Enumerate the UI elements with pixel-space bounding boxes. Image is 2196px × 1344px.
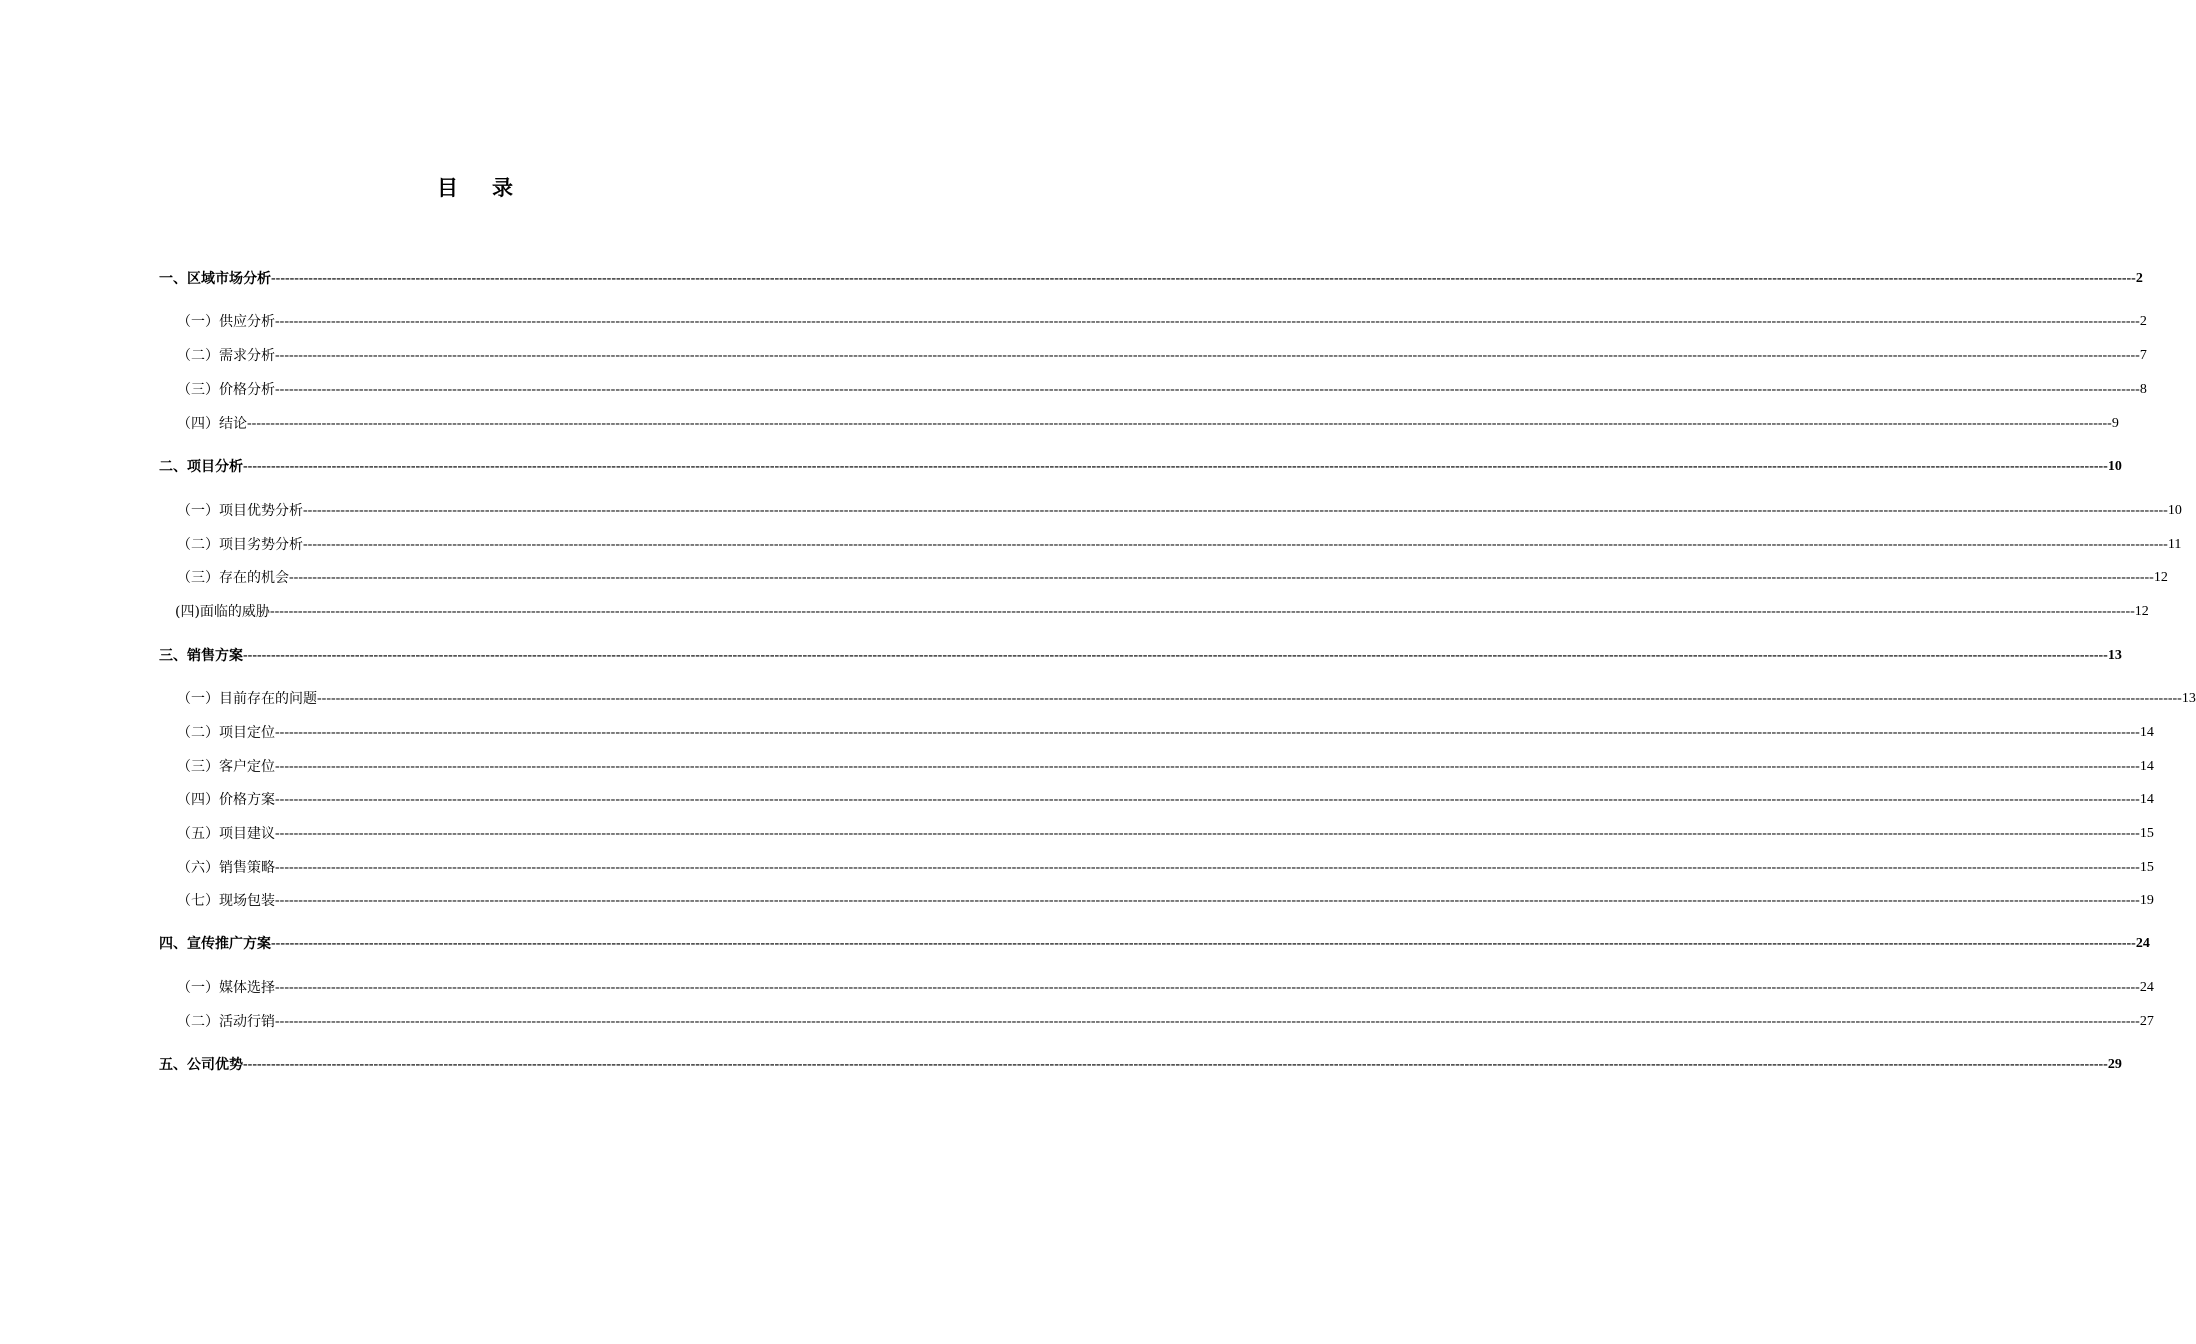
title-char-2: 录 xyxy=(492,176,513,200)
toc-entry-page-number: 13 xyxy=(2107,648,2122,663)
toc-entry-label: 三、销售方案 xyxy=(159,648,243,664)
toc-dot-leader: ---------------------------------------------------------------------------------------------------------------------------------------------------------------------------------------------------------------------------------------------------------------------------------------------------------------------------------------------------------------------------------------------------------------- xyxy=(243,1057,2108,1072)
toc-entry-page-number: 2 xyxy=(2139,314,2147,329)
toc-entry-label: （一）项目优势分析 xyxy=(177,503,303,519)
toc-subsection-entry[interactable] xyxy=(177,823,2154,843)
toc-entry-page-number: 10 xyxy=(2167,503,2182,518)
title-char-1: 目 xyxy=(437,176,458,200)
toc-subsection-entry[interactable] xyxy=(177,567,2168,587)
toc-entry-page-number: 9 xyxy=(2111,416,2119,431)
toc-entry-page-number: 12 xyxy=(2153,570,2168,585)
toc-subsection-entry[interactable] xyxy=(177,890,2154,910)
toc-dot-leader: ---------------------------------------------------------------------------------------------------------------------------------------------------------------------------------------------------------------------------------------------------------------------------------------------------------------------------------------------------------------------------------------------------------------- xyxy=(289,570,2154,585)
toc-entry-label: （五）项目建议 xyxy=(177,826,275,842)
toc-subsection-entry[interactable] xyxy=(175,601,2149,621)
toc-entry-page-number: 2 xyxy=(2135,271,2143,286)
toc-subsection-entry[interactable] xyxy=(177,311,2147,331)
toc-subsection-entry[interactable] xyxy=(177,756,2154,776)
toc-entry-page-number: 15 xyxy=(2139,860,2154,875)
toc-dot-leader: ---------------------------------------------------------------------------------------------------------------------------------------------------------------------------------------------------------------------------------------------------------------------------------------------------------------------------------------------------------------------------------------------------------------- xyxy=(275,1014,2140,1029)
toc-entry-label: (四)面临的威胁 xyxy=(175,604,270,620)
toc-subsection-entry[interactable] xyxy=(177,977,2154,997)
toc-entry-label: （七）现场包装 xyxy=(177,893,275,909)
toc-dot-leader: ---------------------------------------------------------------------------------------------------------------------------------------------------------------------------------------------------------------------------------------------------------------------------------------------------------------------------------------------------------------------------------------------------------------- xyxy=(243,648,2108,663)
toc-entry-page-number: 7 xyxy=(2139,348,2147,363)
toc-subsection-entry[interactable] xyxy=(177,534,2182,554)
toc-section-entry[interactable] xyxy=(159,933,2150,953)
toc-dot-leader: ---------------------------------------------------------------------------------------------------------------------------------------------------------------------------------------------------------------------------------------------------------------------------------------------------------------------------------------------------------------------------------------------------------------- xyxy=(275,860,2140,875)
toc-entry-page-number: 14 xyxy=(2139,725,2154,740)
toc-entry-label: （三）价格分析 xyxy=(177,382,275,398)
toc-dot-leader: ---------------------------------------------------------------------------------------------------------------------------------------------------------------------------------------------------------------------------------------------------------------------------------------------------------------------------------------------------------------------------------------------------------------- xyxy=(275,348,2140,363)
toc-entry-label: 二、项目分析 xyxy=(159,459,243,475)
toc-dot-leader: ---------------------------------------------------------------------------------------------------------------------------------------------------------------------------------------------------------------------------------------------------------------------------------------------------------------------------------------------------------------------------------------------------------------- xyxy=(317,691,2182,706)
toc-entry-page-number: 14 xyxy=(2139,792,2154,807)
toc-section-entry[interactable] xyxy=(159,1054,2122,1074)
toc-dot-leader: ---------------------------------------------------------------------------------------------------------------------------------------------------------------------------------------------------------------------------------------------------------------------------------------------------------------------------------------------------------------------------------------------------------------- xyxy=(243,459,2108,474)
toc-dot-leader: ---------------------------------------------------------------------------------------------------------------------------------------------------------------------------------------------------------------------------------------------------------------------------------------------------------------------------------------------------------------------------------------------------------------- xyxy=(271,936,2136,951)
toc-dot-leader: ---------------------------------------------------------------------------------------------------------------------------------------------------------------------------------------------------------------------------------------------------------------------------------------------------------------------------------------------------------------------------------------------------------------- xyxy=(275,759,2140,774)
toc-dot-leader: ---------------------------------------------------------------------------------------------------------------------------------------------------------------------------------------------------------------------------------------------------------------------------------------------------------------------------------------------------------------------------------------------------------------- xyxy=(275,826,2140,841)
toc-entry-label: 四、宣传推广方案 xyxy=(159,936,271,952)
toc-subsection-entry[interactable] xyxy=(177,688,2196,708)
toc-entry-label: （六）销售策略 xyxy=(177,860,275,876)
toc-entry-label: （二）项目定位 xyxy=(177,725,275,741)
toc-dot-leader: ---------------------------------------------------------------------------------------------------------------------------------------------------------------------------------------------------------------------------------------------------------------------------------------------------------------------------------------------------------------------------------------------------------------- xyxy=(275,382,2140,397)
toc-dot-leader: ---------------------------------------------------------------------------------------------------------------------------------------------------------------------------------------------------------------------------------------------------------------------------------------------------------------------------------------------------------------------------------------------------------------- xyxy=(247,416,2112,431)
toc-entry-label: （三）客户定位 xyxy=(177,759,275,775)
toc-entry-label: （二）活动行销 xyxy=(177,1014,275,1030)
toc-entry-label: （四）结论 xyxy=(177,416,247,432)
toc-entry-page-number: 13 xyxy=(2181,691,2196,706)
toc-subsection-entry[interactable] xyxy=(177,722,2154,742)
toc-subsection-entry[interactable] xyxy=(177,857,2154,877)
toc-entry-label: （一）媒体选择 xyxy=(177,980,275,996)
toc-entry-page-number: 8 xyxy=(2139,382,2147,397)
toc-entry-page-number: 19 xyxy=(2139,893,2154,908)
toc-dot-leader: ---------------------------------------------------------------------------------------------------------------------------------------------------------------------------------------------------------------------------------------------------------------------------------------------------------------------------------------------------------------------------------------------------------------- xyxy=(275,725,2140,740)
toc-subsection-entry[interactable] xyxy=(177,345,2147,365)
toc-entry-page-number: 14 xyxy=(2139,759,2154,774)
toc-subsection-entry[interactable] xyxy=(177,500,2182,520)
toc-dot-leader: ---------------------------------------------------------------------------------------------------------------------------------------------------------------------------------------------------------------------------------------------------------------------------------------------------------------------------------------------------------------------------------------------------------------- xyxy=(269,604,2135,619)
toc-dot-leader: ---------------------------------------------------------------------------------------------------------------------------------------------------------------------------------------------------------------------------------------------------------------------------------------------------------------------------------------------------------------------------------------------------------------- xyxy=(303,503,2168,518)
toc-dot-leader: ---------------------------------------------------------------------------------------------------------------------------------------------------------------------------------------------------------------------------------------------------------------------------------------------------------------------------------------------------------------------------------------------------------------- xyxy=(303,537,2168,552)
toc-entry-page-number: 24 xyxy=(2139,980,2154,995)
toc-entry-label: （四）价格方案 xyxy=(177,792,275,808)
toc-entry-page-number: 27 xyxy=(2139,1014,2154,1029)
toc-entry-page-number: 29 xyxy=(2107,1057,2122,1072)
toc-entry-page-number: 10 xyxy=(2107,459,2122,474)
toc-subsection-entry[interactable] xyxy=(177,789,2154,809)
toc-entry-label: （一）供应分析 xyxy=(177,314,275,330)
toc-dot-leader: ---------------------------------------------------------------------------------------------------------------------------------------------------------------------------------------------------------------------------------------------------------------------------------------------------------------------------------------------------------------------------------------------------------------- xyxy=(275,893,2140,908)
toc-entry-label: （三）存在的机会 xyxy=(177,570,289,586)
toc-subsection-entry[interactable] xyxy=(177,1011,2154,1031)
toc-entry-label: （二）需求分析 xyxy=(177,348,275,364)
toc-entry-label: （二）项目劣势分析 xyxy=(177,537,303,553)
toc-section-entry[interactable] xyxy=(159,268,2143,288)
toc-entry-label: 五、公司优势 xyxy=(159,1057,243,1073)
toc-section-entry[interactable] xyxy=(159,645,2122,665)
toc-subsection-entry[interactable] xyxy=(177,379,2147,399)
toc-entry-page-number: 11 xyxy=(2167,537,2182,552)
toc-entry-page-number: 15 xyxy=(2139,826,2154,841)
page-title xyxy=(0,172,950,202)
toc-subsection-entry[interactable] xyxy=(177,413,2119,433)
toc-entry-label: 一、区域市场分析 xyxy=(159,271,271,287)
toc-entry-page-number: 12 xyxy=(2134,604,2149,619)
toc-dot-leader: ---------------------------------------------------------------------------------------------------------------------------------------------------------------------------------------------------------------------------------------------------------------------------------------------------------------------------------------------------------------------------------------------------------------- xyxy=(275,980,2140,995)
toc-dot-leader: ---------------------------------------------------------------------------------------------------------------------------------------------------------------------------------------------------------------------------------------------------------------------------------------------------------------------------------------------------------------------------------------------------------------- xyxy=(275,314,2140,329)
toc-dot-leader: ---------------------------------------------------------------------------------------------------------------------------------------------------------------------------------------------------------------------------------------------------------------------------------------------------------------------------------------------------------------------------------------------------------------- xyxy=(275,792,2140,807)
toc-entry-label: （一）目前存在的问题 xyxy=(177,691,317,707)
toc-entry-page-number: 24 xyxy=(2135,936,2150,951)
toc-dot-leader: ---------------------------------------------------------------------------------------------------------------------------------------------------------------------------------------------------------------------------------------------------------------------------------------------------------------------------------------------------------------------------------------------------------------- xyxy=(271,271,2136,286)
toc-section-entry[interactable] xyxy=(159,456,2122,476)
